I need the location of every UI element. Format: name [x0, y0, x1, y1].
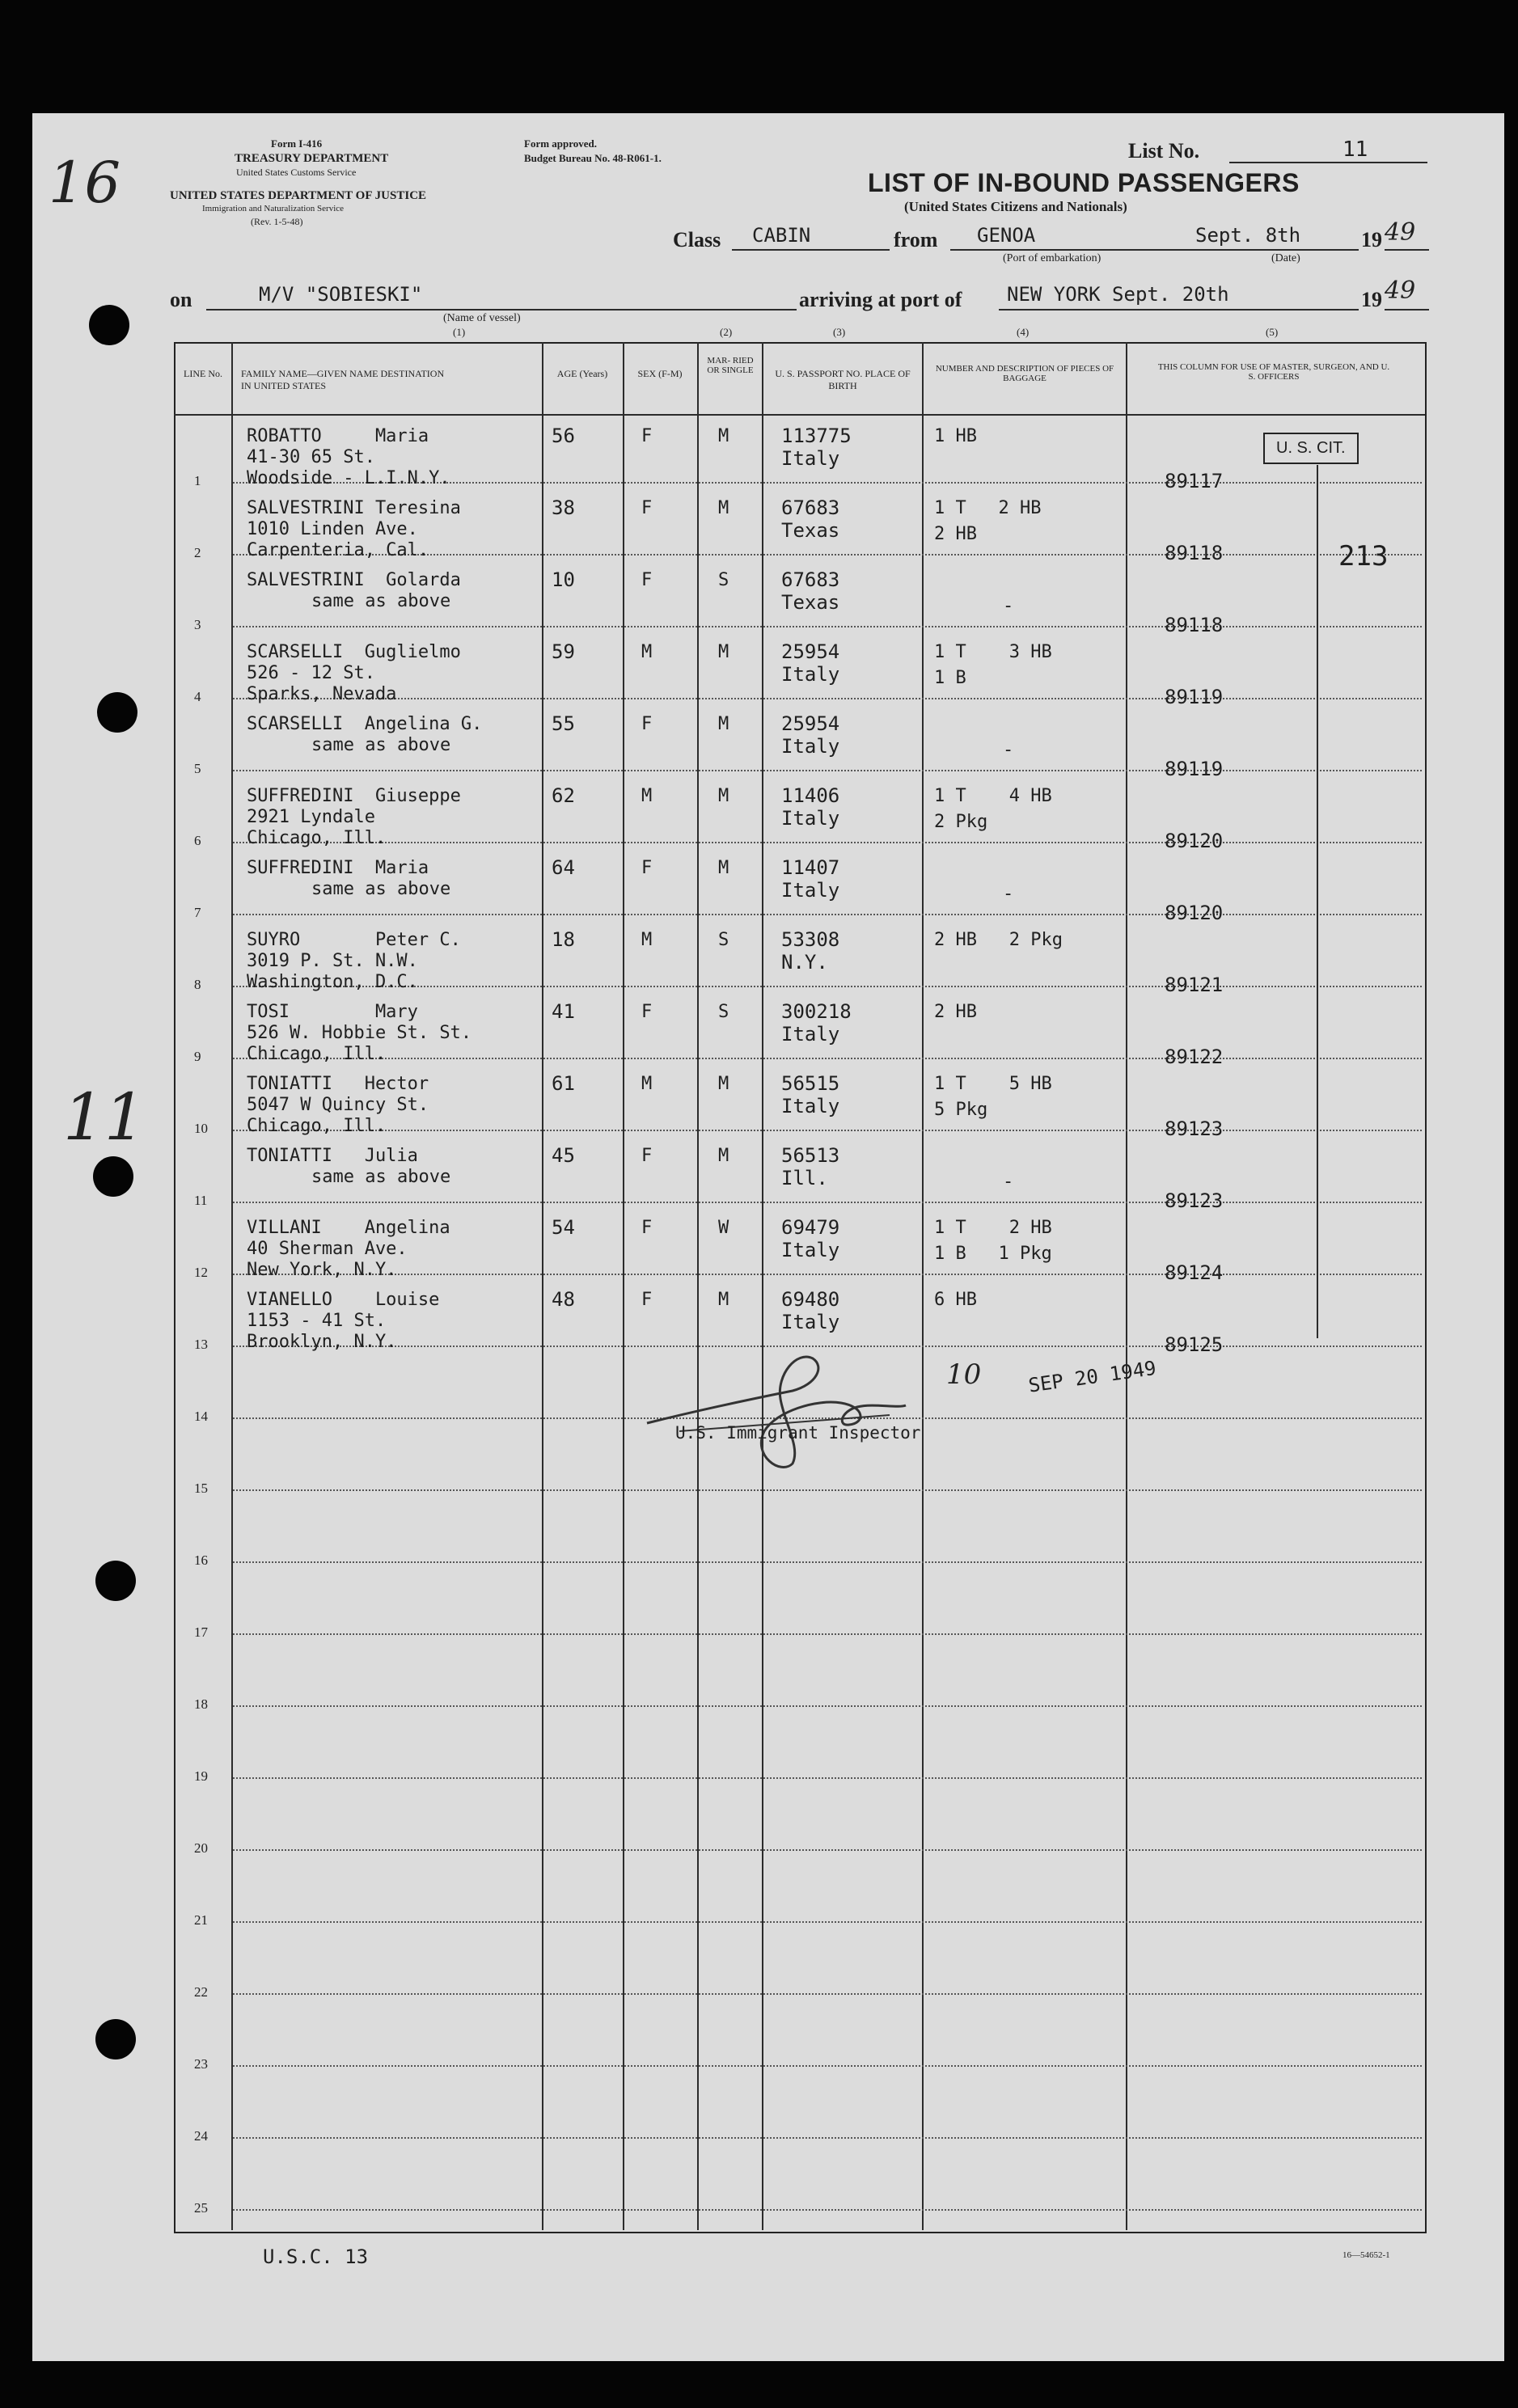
col-passport: U. S. PASSPORT NO. PLACE OF BIRTH: [775, 368, 911, 391]
place-of-birth: Italy: [781, 447, 840, 470]
passenger-marital-status: M: [718, 1146, 729, 1166]
passenger-address-1: same as above: [311, 591, 451, 611]
col-name: FAMILY NAME—GIVEN NAME DESTINATION IN UNITED STATES: [241, 368, 445, 391]
officer-reference: 89120: [1165, 830, 1224, 852]
binder-hole: [93, 1156, 133, 1197]
col-num-2: (2): [720, 326, 733, 338]
revision: (Rev. 1-5-48): [251, 216, 303, 227]
passenger-age: 18: [552, 928, 575, 951]
line-number: 15: [194, 1481, 208, 1496]
line-number: 11: [194, 1193, 208, 1208]
passenger-sex: F: [641, 426, 653, 446]
passenger-age: 62: [552, 784, 575, 807]
passenger-name: SCARSELLI Angelina G.: [247, 714, 483, 734]
passenger-name: TONIATTI Julia: [247, 1146, 418, 1166]
row-guide: [233, 1777, 1422, 1779]
passenger-address-2: Chicago, Ill.: [247, 1044, 387, 1064]
col-baggage: NUMBER AND DESCRIPTION OF PIECES OF BAGGAGE: [935, 364, 1114, 383]
footer-right: 16—54652-1: [1343, 2250, 1390, 2260]
passenger-name: SALVESTRINI Teresina: [247, 498, 461, 518]
passenger-address-2: Chicago, Ill.: [247, 1116, 387, 1136]
justice-dept: UNITED STATES DEPARTMENT OF JUSTICE: [170, 189, 427, 202]
col-married: MAR- RIED OR SINGLE: [707, 356, 754, 375]
vessel-caption: (Name of vessel): [443, 312, 521, 324]
place-of-birth: Italy: [781, 879, 840, 902]
line-number: 22: [194, 1984, 208, 2000]
baggage-line-2: 2 Pkg: [934, 812, 988, 832]
footer-left: U.S.C. 13: [263, 2245, 369, 2268]
passenger-marital-status: M: [718, 1074, 729, 1094]
row-guide: [233, 2137, 1422, 2139]
binder-hole: [97, 692, 137, 733]
baggage-line-1: 2 HB 2 Pkg: [934, 930, 1063, 950]
passenger-address-1: 5047 W Quincy St.: [247, 1095, 429, 1115]
passenger-marital-status: S: [718, 930, 729, 950]
line-number: 7: [194, 905, 201, 920]
officer-reference: 89122: [1165, 1046, 1224, 1068]
row-guide: [233, 626, 1422, 627]
officer-reference: 89118: [1165, 542, 1224, 564]
year2-suffix: 49: [1385, 277, 1416, 305]
passenger-address-1: 3019 P. St. N.W.: [247, 951, 418, 971]
passenger-sex: F: [641, 570, 653, 590]
arrival-value: NEW YORK Sept. 20th: [1007, 283, 1229, 306]
passport-number: 113775: [781, 425, 852, 447]
passenger-age: 48: [552, 1288, 575, 1311]
date-stamp: SEP 20 1949: [1027, 1356, 1158, 1397]
place-of-birth: Texas: [781, 519, 840, 542]
place-of-birth: Italy: [781, 807, 840, 830]
passport-number: 69480: [781, 1288, 840, 1311]
passenger-sex: F: [641, 1290, 653, 1310]
passenger-address-2: Brooklyn, N.Y.: [247, 1332, 397, 1352]
col-sex: SEX (F-M): [637, 368, 683, 379]
page-subtitle: (United States Citizens and Nationals): [904, 199, 1127, 214]
vessel-name: M/V "SOBIESKI": [259, 283, 423, 306]
col-officers: THIS COLUMN FOR USE OF MASTER, SURGEON, AND U. S. OFFICERS: [1157, 362, 1390, 382]
line-number: 24: [194, 2128, 208, 2144]
place-of-birth: Italy: [781, 1023, 840, 1046]
inspector-initial: 10: [946, 1358, 982, 1391]
officer-reference: 89121: [1165, 974, 1224, 996]
passenger-name: TONIATTI Hector: [247, 1074, 429, 1094]
passenger-name: SUFFREDINI Giuseppe: [247, 786, 461, 806]
line-number: 16: [194, 1553, 208, 1568]
passenger-age: 10: [552, 568, 575, 591]
passenger-marital-status: W: [718, 1218, 729, 1238]
row-guide: [233, 1633, 1422, 1635]
place-of-birth: N.Y.: [781, 951, 828, 974]
line-number: 18: [194, 1696, 208, 1712]
passport-number: 56513: [781, 1144, 840, 1167]
passenger-sex: F: [641, 1002, 653, 1022]
year2-prefix: 19: [1361, 288, 1382, 311]
passport-number: 69479: [781, 1216, 840, 1239]
line-number: 13: [194, 1337, 208, 1352]
officer-reference: 89124: [1165, 1261, 1224, 1284]
baggage-line-2: 1 B 1 Pkg: [934, 1244, 1052, 1264]
page-title: LIST OF IN-BOUND PASSENGERS: [868, 168, 1300, 197]
row-guide: [233, 1058, 1422, 1059]
from-value: GENOA: [977, 224, 1036, 247]
place-of-birth: Ill.: [781, 1167, 828, 1189]
place-of-birth: Italy: [781, 663, 840, 686]
passenger-address-1: 2921 Lyndale: [247, 807, 375, 827]
officer-reference: 89118: [1165, 614, 1224, 636]
date-caption: (Date): [1271, 252, 1300, 264]
line-number: 2: [194, 545, 201, 560]
treasury-dept: TREASURY DEPARTMENT: [235, 152, 389, 165]
passenger-sex: M: [641, 930, 653, 950]
passenger-sex: F: [641, 498, 653, 518]
from-label: from: [894, 228, 938, 251]
baggage-line-2: -: [1003, 1172, 1014, 1192]
margin-mark: 11: [63, 1079, 146, 1155]
row-guide: [233, 1561, 1422, 1563]
form-number: Form I-416: [271, 137, 323, 150]
row-guide: [233, 1849, 1422, 1851]
form-approved: Form approved.: [524, 137, 598, 150]
baggage-line-2: 5 Pkg: [934, 1100, 988, 1120]
baggage-line-1: 1 T 4 HB: [934, 786, 1052, 806]
row-guide: [233, 914, 1422, 915]
passenger-age: 38: [552, 496, 575, 519]
baggage-line-1: 6 HB: [934, 1290, 977, 1310]
place-of-birth: Italy: [781, 1095, 840, 1117]
officer-reference: 89120: [1165, 902, 1224, 924]
inspector-caption: U.S. Immigrant Inspector: [675, 1423, 921, 1443]
line-number: 23: [194, 2056, 208, 2072]
row-guide: [233, 842, 1422, 843]
binder-hole: [95, 1561, 136, 1601]
passport-number: 11406: [781, 784, 840, 807]
passenger-address-1: same as above: [311, 735, 451, 755]
passport-number: 67683: [781, 496, 840, 519]
baggage-line-1: 1 T 2 HB: [934, 498, 1042, 518]
passenger-marital-status: S: [718, 570, 729, 590]
line-number: 21: [194, 1912, 208, 1928]
passenger-address-1: same as above: [311, 879, 451, 899]
line-number: 3: [194, 617, 201, 632]
passenger-marital-status: S: [718, 1002, 729, 1022]
baggage-line-2: 2 HB: [934, 524, 977, 544]
passenger-sex: F: [641, 858, 653, 878]
passenger-address-1: 526 - 12 St.: [247, 663, 375, 683]
line-number: 9: [194, 1049, 201, 1064]
passenger-address-2: Woodside - L.I.N.Y.: [247, 468, 450, 488]
passenger-address-2: Carpenteria, Cal.: [247, 540, 429, 560]
passenger-address-1: 1153 - 41 St.: [247, 1311, 387, 1331]
passenger-address-2: Chicago, Ill.: [247, 828, 387, 848]
passenger-age: 59: [552, 640, 575, 663]
row-guide: [233, 2209, 1422, 2211]
passenger-name: ROBATTO Maria: [247, 426, 429, 446]
place-of-birth: Italy: [781, 1239, 840, 1261]
passenger-address-1: same as above: [311, 1167, 451, 1187]
line-number: 12: [194, 1265, 208, 1280]
passport-number: 300218: [781, 1000, 852, 1023]
officer-reference: 89119: [1165, 686, 1224, 708]
class-value: CABIN: [752, 224, 811, 247]
baggage-line-1: 1 T 3 HB: [934, 642, 1052, 662]
row-guide: [233, 1993, 1422, 1995]
passenger-age: 61: [552, 1072, 575, 1095]
budget-bureau: Budget Bureau No. 48-R061-1.: [524, 152, 662, 164]
passenger-age: 45: [552, 1144, 575, 1167]
baggage-line-2: -: [1003, 740, 1014, 760]
citizen-count: 213: [1338, 540, 1389, 572]
row-guide: [233, 1202, 1422, 1203]
passenger-name: SALVESTRINI Golarda: [247, 570, 461, 590]
us-cit-stamp: U. S. CIT.: [1263, 433, 1359, 464]
arriving-label: arriving at port of: [799, 288, 962, 311]
officer-reference: 89125: [1165, 1333, 1224, 1356]
passport-number: 25954: [781, 640, 840, 663]
passenger-sex: M: [641, 786, 653, 806]
passenger-name: SUFFREDINI Maria: [247, 858, 429, 878]
baggage-line-2: 1 B: [934, 668, 966, 688]
row-guide: [233, 2065, 1422, 2067]
passenger-age: 64: [552, 856, 575, 879]
passenger-address-1: 40 Sherman Ave.: [247, 1239, 408, 1259]
class-label: Class: [673, 228, 721, 251]
passenger-marital-status: M: [718, 714, 729, 734]
binder-hole: [89, 305, 129, 345]
passenger-age: 54: [552, 1216, 575, 1239]
place-of-birth: Texas: [781, 591, 840, 614]
baggage-line-1: 2 HB: [934, 1002, 977, 1022]
line-number: 19: [194, 1768, 208, 1784]
passport-number: 25954: [781, 712, 840, 735]
baggage-line-2: -: [1003, 884, 1014, 904]
line-number: 8: [194, 977, 201, 992]
passenger-address-2: Sparks, Nevada: [247, 684, 397, 704]
col-num-3: (3): [833, 326, 846, 338]
ins-service: Immigration and Naturalization Service: [202, 204, 345, 213]
passenger-age: 41: [552, 1000, 575, 1023]
col-line-no: LINE No.: [184, 368, 222, 379]
passenger-marital-status: M: [718, 642, 729, 662]
passenger-sex: M: [641, 642, 653, 662]
passenger-name: VILLANI Angelina: [247, 1218, 450, 1238]
passenger-address-1: 41-30 65 St.: [247, 447, 375, 467]
passenger-sex: F: [641, 1146, 653, 1166]
col-age: AGE (Years): [556, 368, 608, 379]
row-guide: [233, 1921, 1422, 1923]
line-number: 1: [194, 473, 201, 488]
line-number: 20: [194, 1840, 208, 1856]
line-number: 17: [194, 1624, 208, 1640]
passenger-marital-status: M: [718, 1290, 729, 1310]
line-number: 25: [194, 2200, 208, 2216]
place-of-birth: Italy: [781, 735, 840, 758]
passport-number: 67683: [781, 568, 840, 591]
year-prefix: 19: [1361, 228, 1382, 251]
col-num-5: (5): [1266, 326, 1279, 338]
passenger-age: 55: [552, 712, 575, 735]
officer-reference: 89119: [1165, 758, 1224, 780]
col-num-4: (4): [1017, 326, 1030, 338]
passenger-name: SUYRO Peter C.: [247, 930, 461, 950]
line-number: 6: [194, 833, 201, 848]
officer-reference: 89117: [1165, 470, 1224, 492]
passenger-name: VIANELLO Louise: [247, 1290, 440, 1310]
passenger-address-2: Washington, D.C.: [247, 972, 418, 992]
passport-number: 56515: [781, 1072, 840, 1095]
passenger-age: 56: [552, 425, 575, 447]
passport-number: 11407: [781, 856, 840, 879]
passenger-sex: M: [641, 1074, 653, 1094]
line-number: 5: [194, 761, 201, 776]
page-mark: 16: [49, 150, 121, 216]
passenger-sex: F: [641, 714, 653, 734]
stamp-bracket-line: [1317, 465, 1318, 1338]
baggage-line-1: 1 HB: [934, 426, 977, 446]
passenger-address-2: New York, N.Y.: [247, 1260, 397, 1280]
inspector-signature: [631, 1334, 954, 1480]
passenger-marital-status: M: [718, 498, 729, 518]
line-number: 10: [194, 1121, 208, 1136]
passenger-address-1: 526 W. Hobbie St. St.: [247, 1023, 472, 1043]
baggage-line-2: -: [1003, 596, 1014, 616]
row-guide: [233, 698, 1422, 699]
on-label: on: [170, 288, 192, 311]
list-no-label: List No.: [1128, 139, 1200, 163]
row-guide: [233, 1274, 1422, 1275]
passenger-address-1: 1010 Linden Ave.: [247, 519, 418, 539]
row-guide: [233, 1130, 1422, 1131]
header-divider: [174, 414, 1425, 416]
passenger-marital-status: M: [718, 858, 729, 878]
customs-service: United States Customs Service: [236, 167, 357, 178]
passenger-name: TOSI Mary: [247, 1002, 418, 1022]
passenger-marital-status: M: [718, 426, 729, 446]
port-caption: (Port of embarkation): [1003, 252, 1102, 264]
passenger-sex: F: [641, 1218, 653, 1238]
place-of-birth: Italy: [781, 1311, 840, 1333]
row-guide: [233, 1489, 1422, 1491]
passenger-marital-status: M: [718, 786, 729, 806]
year-suffix: 49: [1385, 218, 1416, 247]
list-no-value: 11: [1343, 137, 1368, 162]
baggage-line-1: 1 T 2 HB: [934, 1218, 1052, 1238]
col-num-1: (1): [453, 326, 466, 338]
baggage-line-1: 1 T 5 HB: [934, 1074, 1052, 1094]
row-guide: [233, 1705, 1422, 1707]
officer-reference: 89123: [1165, 1117, 1224, 1140]
line-number: 14: [194, 1409, 208, 1424]
line-number: 4: [194, 689, 201, 704]
date-value: Sept. 8th: [1195, 224, 1301, 247]
binder-hole: [95, 2019, 136, 2059]
officer-reference: 89123: [1165, 1189, 1224, 1212]
passenger-name: SCARSELLI Guglielmo: [247, 642, 461, 662]
passport-number: 53308: [781, 928, 840, 951]
row-guide: [233, 770, 1422, 771]
